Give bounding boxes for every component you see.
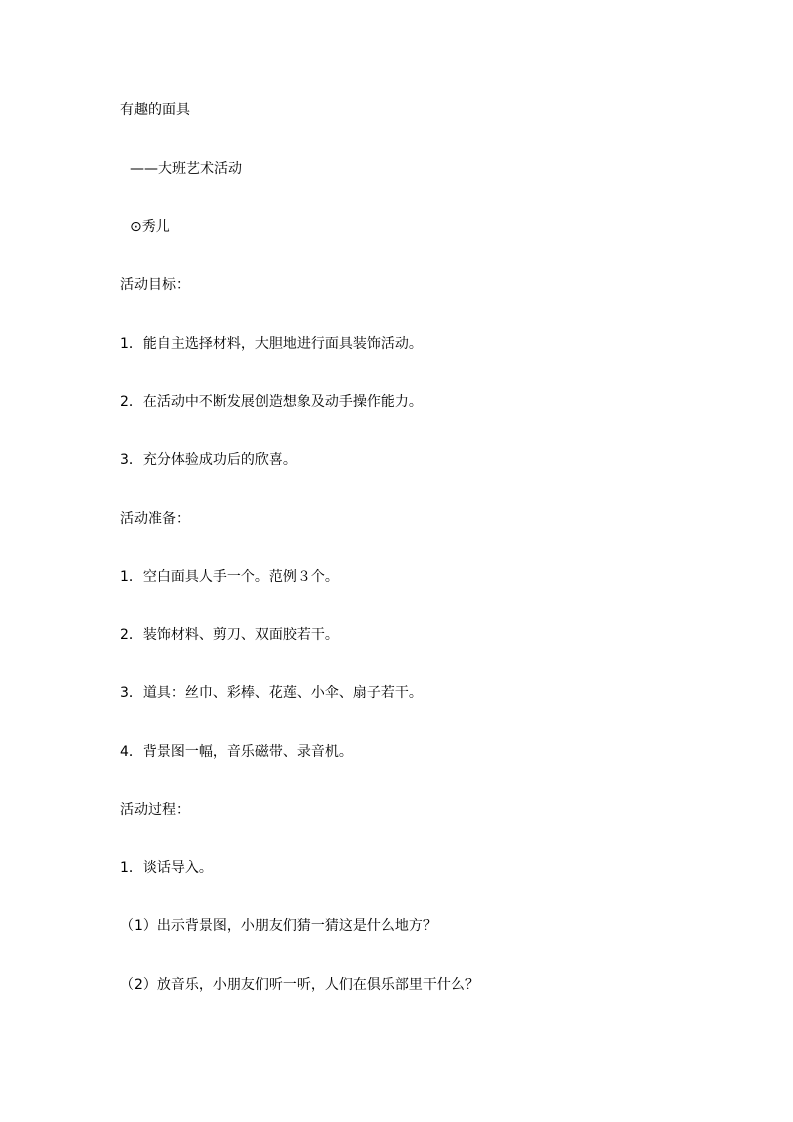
prep-item: 1．空白面具人手一个。范例３个。 (120, 569, 339, 585)
document-author: ⊙秀儿 (130, 219, 170, 235)
prep-item: 4．背景图一幅，音乐磁带、录音机。 (120, 744, 353, 760)
goals-heading: 活动目标： (120, 277, 190, 293)
process-item: 1．谈话导入。 (120, 860, 213, 876)
goal-item: 2．在活动中不断发展创造想象及动手操作能力。 (120, 394, 423, 410)
process-item: （1）出示背景图，小朋友们猜一猜这是什么地方？ (120, 918, 437, 934)
goal-item: 1．能自主选择材料，大胆地进行面具装饰活动。 (120, 336, 423, 352)
document-subtitle: ——大班艺术活动 (130, 161, 242, 177)
goal-item: 3．充分体验成功后的欣喜。 (120, 452, 297, 468)
prep-heading: 活动准备： (120, 511, 190, 527)
process-item: （2）放音乐，小朋友们听一听，人们在俱乐部里干什么？ (120, 977, 479, 993)
document-title: 有趣的面具 (120, 102, 190, 118)
process-heading: 活动过程： (120, 802, 190, 818)
prep-item: 2．装饰材料、剪刀、双面胶若干。 (120, 627, 339, 643)
prep-item: 3．道具：丝巾、彩棒、花莲、小伞、扇子若干。 (120, 685, 423, 701)
